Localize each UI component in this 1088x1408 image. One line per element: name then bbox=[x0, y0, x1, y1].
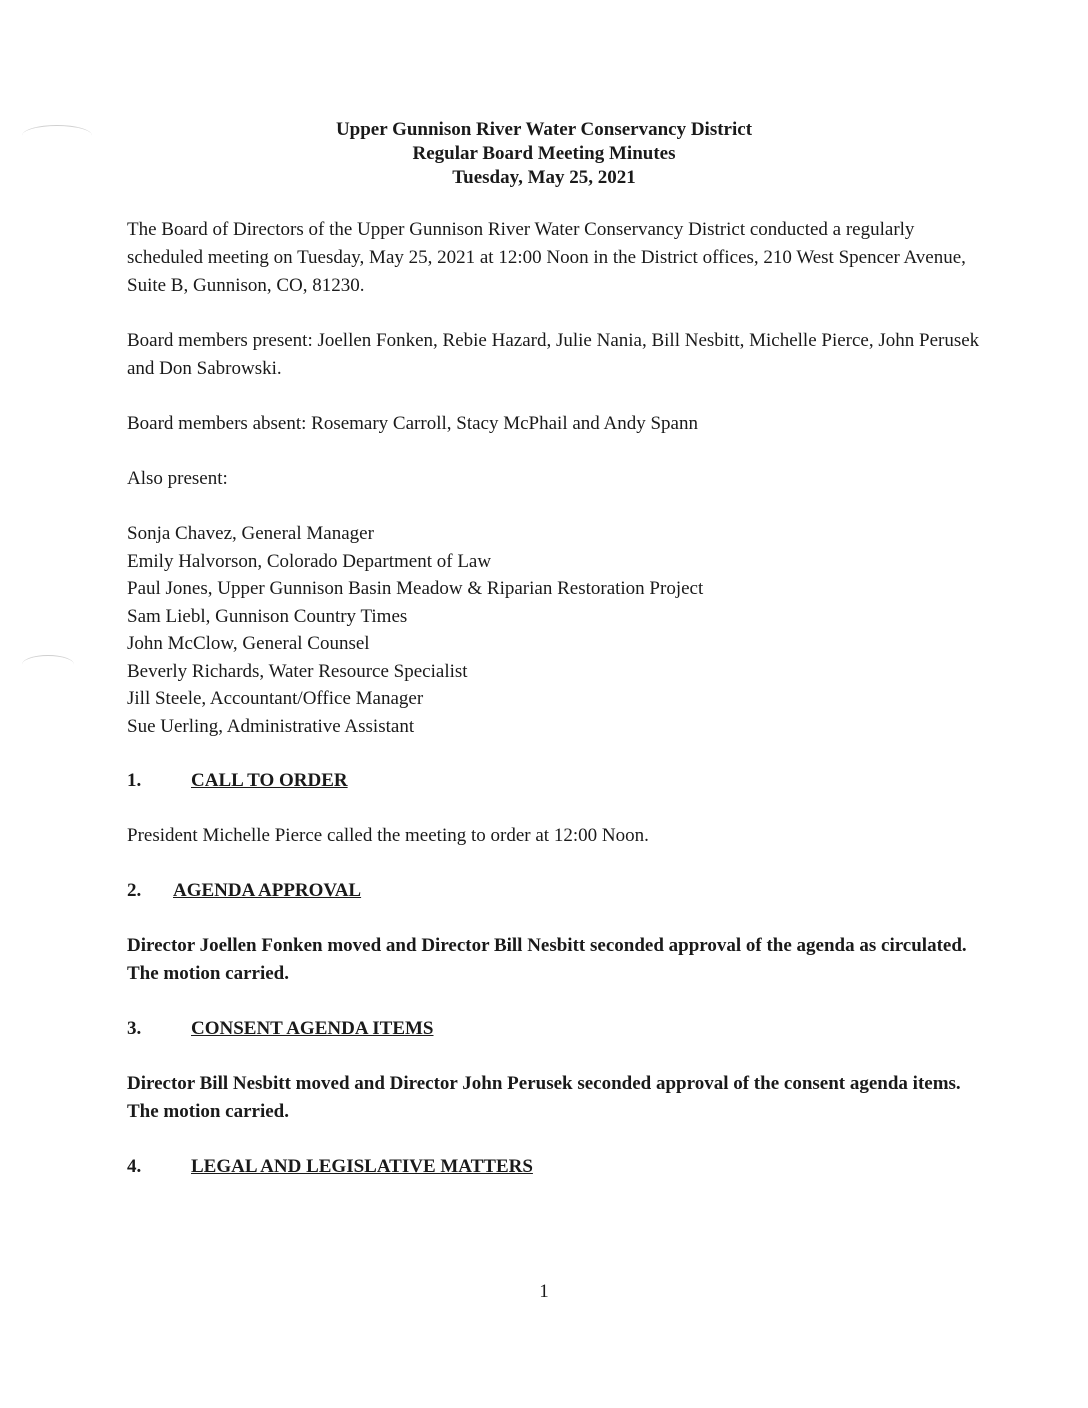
attendee: Sam Liebl, Gunnison Country Times bbox=[127, 605, 408, 627]
attendee: Paul Jones, Upper Gunnison Basin Meadow & Riparian Restoration Project bbox=[127, 578, 704, 599]
section-number: 4. bbox=[127, 1156, 142, 1177]
section-heading-consent-agenda bbox=[127, 1015, 987, 1043]
section-heading-call-to-order bbox=[127, 767, 987, 795]
section-heading-legal-legislative bbox=[127, 1153, 987, 1181]
motion-text: Director Joellen Fonken moved and Director Bill Nesbitt seconded approval of the agenda as circulated. The motion carried. bbox=[127, 935, 967, 984]
motion-text: Director Bill Nesbitt moved and Director John Perusek seconded approval of the consent agenda items. The motion carried. bbox=[127, 1073, 961, 1122]
organization-name: Upper Gunnison River Water Conservancy District bbox=[335, 119, 753, 140]
also-present-label: Also present: bbox=[127, 468, 228, 489]
attendee: John McClow, General Counsel bbox=[127, 633, 370, 654]
section-title: LEGAL AND LEGISLATIVE MATTERS bbox=[191, 1156, 533, 1177]
section-number: 1. bbox=[127, 770, 142, 791]
attendee: Beverly Richards, Water Resource Specialist bbox=[127, 660, 468, 682]
attendee: Jill Steele, Accountant/Office Manager bbox=[127, 688, 424, 709]
attendee: Sue Uerling, Administrative Assistant bbox=[127, 715, 415, 737]
section-heading-agenda-approval bbox=[127, 877, 987, 905]
document-title: Regular Board Meeting Minutes bbox=[412, 143, 676, 164]
section-title: AGENDA APPROVAL bbox=[173, 880, 362, 901]
scan-mark bbox=[22, 655, 74, 674]
members-absent: Board members absent: Rosemary Carroll, Stacy McPhail and Andy Spann bbox=[127, 413, 698, 434]
document-header bbox=[0, 118, 1088, 190]
attendee-list bbox=[127, 520, 987, 740]
section-title: CALL TO ORDER bbox=[191, 770, 348, 791]
attendee: Sonja Chavez, General Manager bbox=[127, 523, 374, 544]
document-body bbox=[127, 216, 987, 1208]
meeting-date: Tuesday, May 25, 2021 bbox=[452, 167, 636, 188]
attendee: Emily Halvorson, Colorado Department of Law bbox=[127, 550, 492, 572]
page-number: 1 bbox=[539, 1281, 549, 1302]
section-text: President Michelle Pierce called the meeting to order at 12:00 Noon. bbox=[127, 825, 649, 846]
section-number: 3. bbox=[127, 1018, 142, 1039]
section-number: 2. bbox=[127, 880, 142, 901]
section-title: CONSENT AGENDA ITEMS bbox=[191, 1018, 434, 1039]
members-present: Board members present: Joellen Fonken, Rebie Hazard, Julie Nania, Bill Nesbitt, Michelle Pierce, John Perusek and Don Sabrowski. bbox=[127, 330, 980, 379]
intro-paragraph: The Board of Directors of the Upper Gunnison River Water Conservancy District conducted a regularly scheduled meeting on Tuesday, May 25, 2021 at 12:00 Noon in the District offices, 210 West Spencer Avenue, Suite B, Gunnison, CO, 81230. bbox=[127, 219, 966, 296]
